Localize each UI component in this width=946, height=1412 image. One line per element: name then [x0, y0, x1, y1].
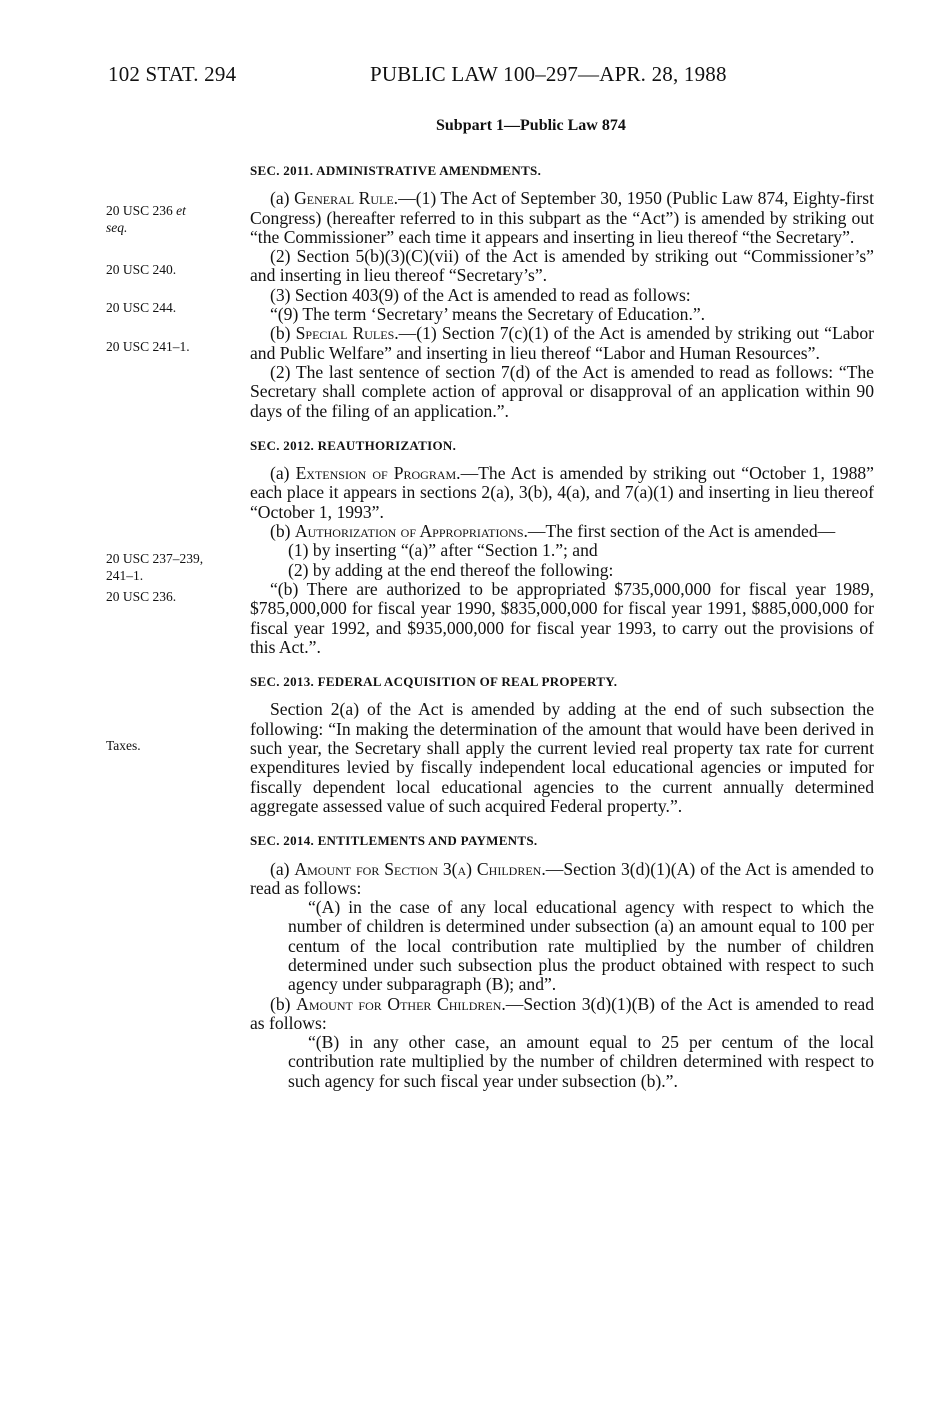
list-item: (1) by inserting “(a)” after “Section 1.”; and	[288, 540, 598, 561]
margin-note: 20 USC 236.	[106, 589, 177, 604]
section-heading: SEC. 2011. ADMINISTRATIVE AMENDMENTS.	[250, 163, 542, 178]
quoted-paragraph: “(B) in any other case, an amount equal to 25 per centum of the local contribution rate multiplied by the number of children determined with respect to such agency for such fiscal year under subsection (b).”.	[288, 1032, 874, 1091]
paragraph: (b) Amount for Other Children.—Section 3(d)(1)(B) of the Act is amended to read as follows:	[250, 993, 874, 1033]
paragraph: (b) Authorization of Appropriations.—The first section of the Act is amended—	[270, 521, 836, 542]
document-body	[250, 146, 874, 1091]
quoted-paragraph: “(b) There are authorized to be appropriated $735,000,000 for fiscal year 1989, $785,000,000 for fiscal year 1990, $835,000,000 for fiscal year 1991, $885,000,000 for fiscal year 1992, and $935,000,000 for fiscal year 1993, to carry out the provisions of this Act.”.	[250, 578, 874, 657]
list-item: (2) by adding at the end thereof the following:	[288, 559, 614, 580]
section-heading: SEC. 2013. FEDERAL ACQUISITION OF REAL PROPERTY.	[250, 674, 618, 690]
section-heading: SEC. 2014. ENTITLEMENTS AND PAYMENTS.	[250, 833, 538, 849]
paragraph: (b) Special Rules.—(1) Section 7(c)(1) of the Act is amended by striking out “Labor and Public Welfare” and inserting in lieu thereof “Labor and Human Resources”.	[250, 323, 874, 363]
paragraph: (a) Extension of Program.—The Act is amended by striking out “October 1, 1988” each place it appears in sections 2(a), 3(b), 4(a), and 7(a)(1) and inserting in lieu thereof “October 1, 1993”.	[250, 463, 874, 522]
margin-note: Taxes.	[106, 738, 141, 753]
paragraph: (a) Amount for Section 3(a) Children.—Section 3(d)(1)(A) of the Act is amended to read as follows:	[250, 858, 874, 898]
margin-note: 20 USC 240.	[106, 262, 177, 277]
margin-note: 20 USC 237–239, 241–1.	[106, 551, 204, 583]
quoted-paragraph: “(A) in the case of any local educational agency with respect to which the number of children is determined under subsection (a) an amount equal to 100 per centum of the local contribution rate multiplied by the number of children determined under such subsection plus the product obtained with respect to such agency under subparagraph (B); and”.	[288, 897, 874, 995]
subpart-title: Subpart 1—Public Law 874	[436, 117, 626, 134]
paragraph: (2) The last sentence of section 7(d) of the Act is amended to read as follows: “The Secretary shall complete action of approval or disapproval of an application within 90 days of the filing of an application.”.	[250, 361, 874, 421]
margin-note: 20 USC 244.	[106, 300, 177, 315]
running-header: PUBLIC LAW 100–297—APR. 28, 1988	[370, 62, 727, 86]
page-stat-citation: 102 STAT. 294	[108, 62, 237, 86]
margin-note: 20 USC 241–1.	[106, 339, 190, 354]
section-heading: SEC. 2012. REAUTHORIZATION.	[250, 437, 457, 453]
paragraph: (3) Section 403(9) of the Act is amended to read as follows:	[270, 284, 691, 305]
paragraph: (2) Section 5(b)(3)(C)(vii) of the Act is amended by striking out “Commissioner’s” and inserting in lieu thereof “Secretary’s”.	[250, 246, 874, 286]
paragraph: (a) General Rule.—(1) The Act of September 30, 1950 (Public Law 874, Eighty-first Congress) (hereafter referred to in this subpart as the “Act”) is amended by striking out “the Commissioner” each time it appears and inserting in lieu thereof “the Secretary”.	[250, 188, 875, 247]
quoted-paragraph: “(9) The term ‘Secretary’ means the Secretary of Education.”.	[270, 304, 706, 325]
margin-note: 20 USC 236 et seq.	[106, 203, 186, 235]
paragraph: Section 2(a) of the Act is amended by adding at the end of such subsection the following: “In making the determination of the amount that would have been derived in such year, the Secretary shall apply the current levied real property tax rate for current expenditures levied by fiscally independent local educational agencies or imputed for fiscally dependent local educational agencies to the current annually determined aggregate assessed value of such acquired Federal property.”.	[250, 699, 874, 816]
